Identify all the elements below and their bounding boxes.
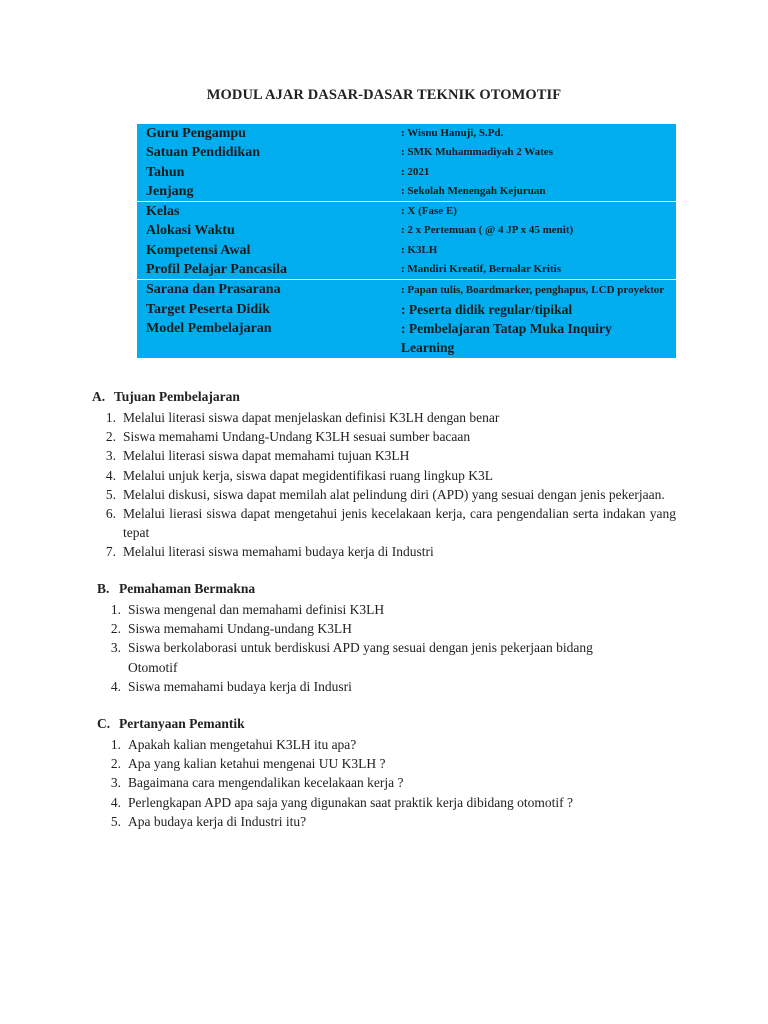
item-text: Melalui literasi siswa dapat menjelaskan definisi K3LH dengan benar [123,410,500,425]
item-text: Siswa berkolaborasi untuk berdiskusi APD yang sesuai dengan jenis pekerjaan bidang Otomotif [128,640,593,675]
info-value: : SMK Muhammadiyah 2 Wates [401,146,553,159]
info-label: Tahun [146,164,185,180]
info-row-model [137,319,676,358]
item-number: 6. [105,506,116,522]
info-value: : 2 x Pertemuan ( @ 4 JP x 45 menit) [401,224,574,237]
info-value: : K3LH [401,243,438,256]
document-title: MODUL AJAR DASAR-DASAR TEKNIK OTOMOTIF [206,87,562,103]
section-title: Tujuan Pembelajaran [114,389,240,404]
item-text: Apa yang kalian ketahui mengenai UU K3LH ? [128,756,386,772]
list-item [97,677,657,696]
info-value: : Papan tulis, Boardmarker, penghapus, LCD proyektor [401,284,665,297]
item-number: 5. [110,813,121,829]
item-text: Melalui diskusi, siswa dapat memilah alat pelindung diri (APD) yang sesuai dengan jenis pekerjaan. [123,486,665,502]
list-item [97,812,677,831]
item-text: Melalui lierasi siswa dapat mengetahui jenis kecelakaan kerja, cara pengendalian serta indakan yang tepat [123,506,676,541]
item-number: 2. [110,621,121,637]
list-item [92,485,676,504]
item-number: 1. [110,737,121,752]
list-item [92,542,676,561]
item-number: 4. [105,467,116,483]
info-value: : 2021 [401,165,430,178]
info-group-2 [137,202,676,280]
info-row-alokasi [137,221,676,240]
info-label: Jenjang [146,183,194,199]
info-row-sarana [137,280,676,299]
item-text: Melalui literasi siswa memahami budaya kerja di Industri [123,544,434,560]
info-table [137,124,676,358]
info-label: Guru Pengampu [146,126,246,141]
info-value: : Peserta didik regular/tipikal [401,301,573,317]
item-text: Siswa memahami Undang-Undang K3LH sesuai sumber bacaan [123,429,471,445]
section-letter: C. [97,716,111,731]
item-number: 5. [105,486,116,502]
item-number: 4. [110,678,121,694]
list-item [97,638,657,676]
list-item [92,504,676,542]
item-text: Perlengkapan APD apa saja yang digunakan saat praktik kerja dibidang otomotif ? [128,794,573,810]
list-item [92,446,676,465]
item-number: 7. [105,544,116,560]
info-label: Profil Pelajar Pancasila [146,262,288,278]
info-label: Target Peserta Didik [146,301,270,317]
info-label: Sarana dan Prasarana [146,282,281,298]
info-value: : Wisnu Hanuji, S.Pd. [401,127,504,139]
info-row-kompetensi [137,241,676,260]
item-text: Siswa memahami budaya kerja di Indusri [128,678,352,694]
list-item [92,427,676,446]
item-number: 2. [105,429,116,445]
list-item [97,619,657,638]
item-text: Apakah kalian mengetahui K3LH itu apa? [128,737,357,752]
list-pemahaman [97,600,657,696]
info-label: Kelas [146,204,180,220]
item-text: Siswa mengenal dan memahami definisi K3LH [128,602,385,617]
info-row-tahun [137,163,676,182]
item-number: 1. [105,410,116,425]
info-row-guru [137,124,676,143]
info-row-satuan [137,143,676,162]
section-heading-b [97,581,255,597]
item-number: 3. [110,775,121,791]
list-tujuan [92,408,676,562]
section-letter: A. [92,389,106,404]
info-value: : Pembelajaran Tatap Muka Inquiry Learning [401,320,612,356]
item-number: 1. [110,602,121,617]
info-row-kelas [137,202,676,221]
info-row-target [137,300,676,319]
info-label: Kompetensi Awal [146,242,251,258]
info-label: Satuan Pendidikan [146,145,260,161]
section-heading-c [97,716,245,732]
info-group-3 [137,280,676,358]
item-text: Melalui literasi siswa dapat memahami tujuan K3LH [123,448,410,464]
info-group-1 [137,124,676,202]
list-item [97,773,677,792]
item-text: Bagaimana cara mengendalikan kecelakaan kerja ? [128,775,404,791]
info-value: : Sekolah Menengah Kejuruan [401,184,546,197]
list-item [97,754,677,773]
info-label: Alokasi Waktu [146,223,235,239]
list-item [92,466,676,485]
item-number: 4. [110,794,121,810]
item-text: Melalui unjuk kerja, siswa dapat megidentifikasi ruang lingkup K3L [123,467,494,483]
list-item [92,408,676,427]
info-row-profil [137,260,676,279]
info-value: : X (Fase E) [401,205,457,218]
item-number: 2. [110,756,121,772]
item-number: 3. [110,640,121,656]
section-letter: B. [97,581,110,596]
info-value: : Mandiri Kreatif, Bernalar Kritis [401,263,561,276]
section-title: Pertanyaan Pemantik [119,716,245,731]
item-text: Apa budaya kerja di Industri itu? [128,813,307,829]
section-heading-a [92,389,240,405]
item-number: 3. [105,448,116,464]
info-row-jenjang [137,182,676,201]
list-item [97,793,677,812]
item-text: Siswa memahami Undang-undang K3LH [128,621,352,637]
list-item [97,735,677,754]
list-item [97,600,657,619]
info-label: Model Pembelajaran [146,320,272,336]
section-title: Pemahaman Bermakna [119,581,256,596]
list-pertanyaan [97,735,677,831]
